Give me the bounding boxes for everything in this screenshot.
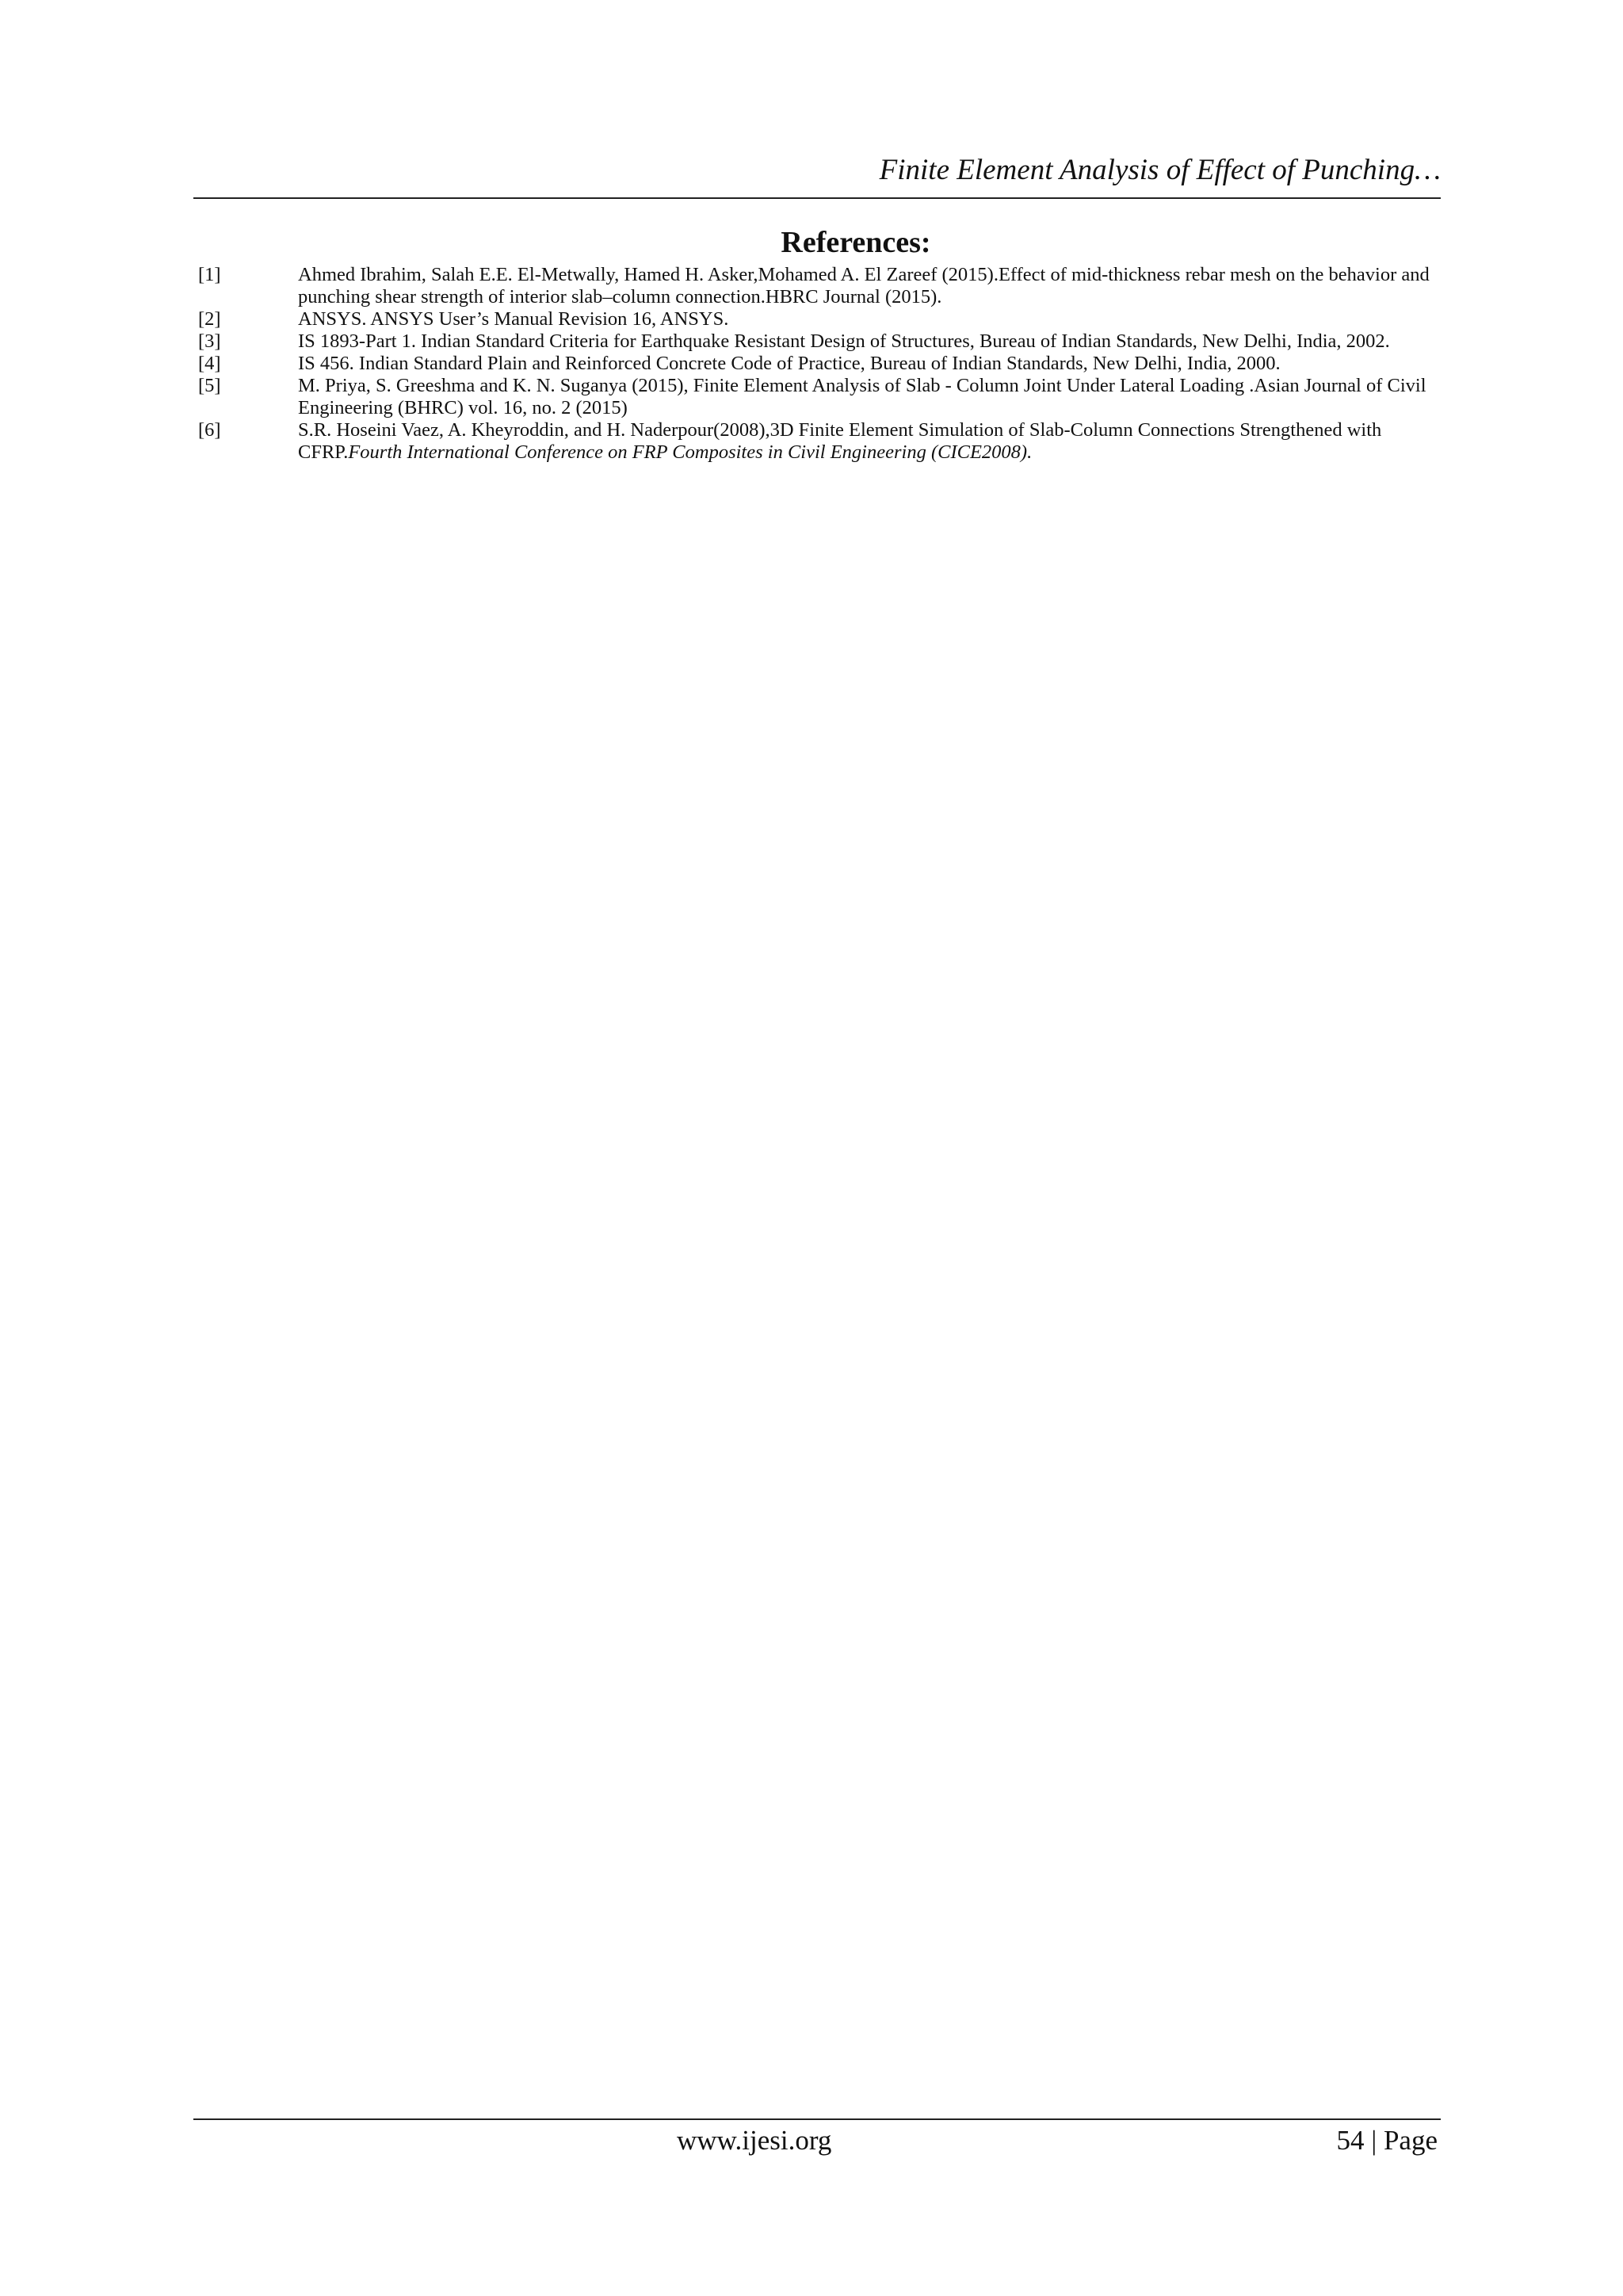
reference-text bbox=[298, 330, 1442, 353]
reference-number: [6] bbox=[198, 419, 221, 441]
reference-text bbox=[298, 308, 1442, 330]
reference-item bbox=[198, 330, 1442, 353]
header-rule bbox=[193, 197, 1441, 199]
footer-rule bbox=[193, 2118, 1441, 2120]
reference-body: M. Priya, S. Greeshma and K. N. Suganya (2015), Finite Element Analysis of Slab - Column Joint Under Lateral Loading .Asian Journal of Civil Engineering (BHRC) vol. 16, no. 2 (2015) bbox=[298, 375, 1426, 418]
reference-text bbox=[298, 353, 1442, 375]
reference-italic: Fourth International Conference on FRP Composites in Civil Engineering (CICE2008). bbox=[348, 441, 1033, 463]
reference-item bbox=[198, 375, 1442, 419]
reference-number: [4] bbox=[198, 353, 221, 374]
reference-item bbox=[198, 353, 1442, 375]
reference-number: [1] bbox=[198, 264, 221, 285]
reference-body: IS 1893-Part 1. Indian Standard Criteria for Earthquake Resistant Design of Structures, Bureau of Indian Standards, New Delhi, India, 2002. bbox=[298, 330, 1390, 352]
reference-number: [2] bbox=[198, 308, 221, 330]
references-heading: References: bbox=[781, 226, 931, 259]
reference-body: ANSYS. ANSYS User’s Manual Revision 16, ANSYS. bbox=[298, 308, 729, 330]
reference-text bbox=[298, 264, 1442, 308]
footer-page-number: 54 | Page bbox=[1336, 2125, 1438, 2156]
footer-website[interactable]: www.ijesi.org bbox=[677, 2125, 832, 2156]
reference-number: [3] bbox=[198, 330, 221, 352]
reference-number: [5] bbox=[198, 375, 221, 396]
running-header: Finite Element Analysis of Effect of Punching… bbox=[879, 154, 1441, 186]
reference-item bbox=[198, 419, 1442, 464]
reference-item bbox=[198, 264, 1442, 308]
reference-item bbox=[198, 308, 1442, 330]
reference-text bbox=[298, 375, 1442, 419]
reference-body: Ahmed Ibrahim, Salah E.E. El-Metwally, Hamed H. Asker,Mohamed A. El Zareef (2015).Effect of mid-thickness rebar mesh on the behavior and punching shear strength of interior slab–column connection.HBRC Journal (2015). bbox=[298, 264, 1430, 308]
reference-body: S.R. Hoseini Vaez, A. Kheyroddin, and H. Naderpour(2008),3D Finite Element Simulation of Slab-Column Connections Strengthened with CFRP. bbox=[298, 419, 1382, 463]
reference-body: IS 456. Indian Standard Plain and Reinforced Concrete Code of Practice, Bureau of Indian Standards, New Delhi, India, 2000. bbox=[298, 353, 1281, 374]
reference-text bbox=[298, 419, 1442, 464]
references-list bbox=[198, 264, 1442, 464]
